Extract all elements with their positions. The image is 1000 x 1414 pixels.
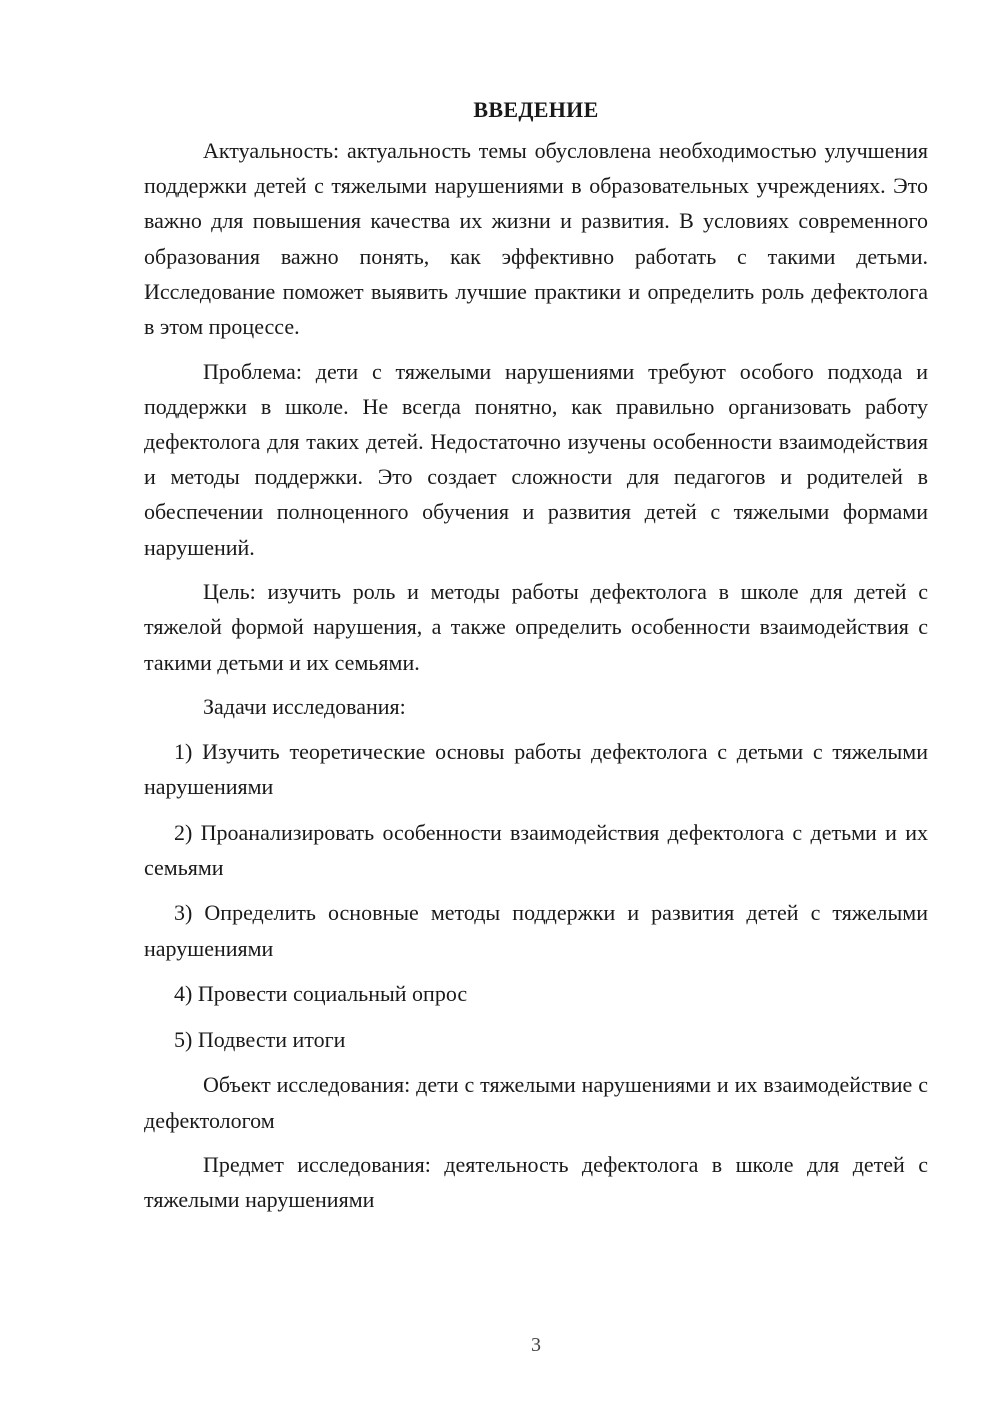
object-paragraph: Объект исследования: дети с тяжелыми нарушениями и их взаимодействие с дефектологом	[144, 1072, 928, 1133]
problem-paragraph: Проблема: дети с тяжелыми нарушениями требуют особого подхода и поддержки в школе. Не всегда понятно, как правильно организовать работу дефектолога для таких детей. Недостаточно изучены особенности взаимодействия и методы поддержки. Это создает сложности для педагогов и родителей в обеспечении полноценного обучения и развития детей с тяжелыми формами нарушений.	[144, 358, 928, 560]
page-number: 3	[531, 1334, 541, 1356]
relevance-paragraph: Актуальность: актуальность темы обусловлена необходимостью улучшения поддержки детей с тяжелыми нарушениями в образовательных учреждениях. Это важно для повышения качества их жизни и развития. В условиях современного образования важно понять, как эффективно работать с такими детьми. Исследование поможет выявить лучшие практики и определить роль дефектолога в этом процессе.	[144, 138, 928, 340]
document-page	[144, 92, 928, 1227]
section-title: ВВЕДЕНИЕ	[473, 97, 599, 122]
task-item: 2) Проанализировать особенности взаимодействия дефектолога с детьми и их семьями	[144, 819, 928, 880]
task-item: 5) Подвести итоги	[174, 1026, 346, 1052]
subject-paragraph: Предмет исследования: деятельность дефектолога в школе для детей с тяжелыми нарушениями	[144, 1152, 928, 1213]
task-item: 4) Провести социальный опрос	[174, 981, 468, 1007]
task-item: 3) Определить основные методы поддержки и развития детей с тяжелыми нарушениями	[144, 900, 928, 961]
goal-paragraph: Цель: изучить роль и методы работы дефектолога в школе для детей с тяжелой формой нарушения, а также определить особенности взаимодействия с такими детьми и их семьями.	[144, 579, 928, 675]
task-item: 1) Изучить теоретические основы работы дефектолога с детьми с тяжелыми нарушениями	[144, 738, 928, 800]
tasks-heading: Задачи исследования:	[203, 694, 406, 720]
